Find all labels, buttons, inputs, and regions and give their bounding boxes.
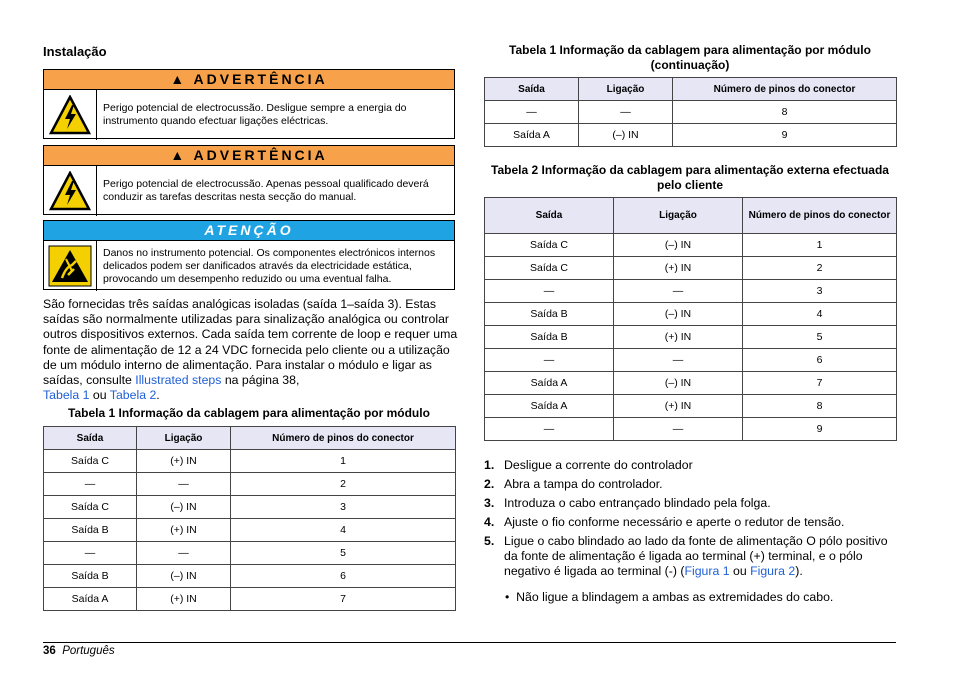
column-header: Saída: [485, 198, 614, 234]
caution-box: [43, 220, 455, 290]
footer-rule: [43, 642, 896, 643]
column-header: Saída: [485, 78, 579, 101]
table-row: Saída B (+) IN 4: [44, 519, 456, 542]
table1-caption: Tabela 1 Informação da cablagem para alimentação por módulo: [68, 406, 430, 420]
footer-language: Português: [62, 645, 115, 657]
table-row: Saída B (–) IN 4: [485, 303, 897, 326]
table-row: Saída C (–) IN 1: [485, 234, 897, 257]
table1-cont-caption: Tabela 1 Informação da cablagem para alimentação por módulo (continuação): [509, 43, 871, 72]
list-item: 4. Ajuste o fio conforme necessário e aperte o redutor de tensão.: [484, 515, 845, 529]
warning-box-2: [43, 145, 455, 215]
table-row: Saída B (–) IN 6: [44, 565, 456, 588]
table-row: — — 5: [44, 542, 456, 565]
warning-box-1: [43, 69, 455, 139]
caution-header: ATENÇÃO: [44, 221, 454, 241]
column-header: Ligação: [137, 427, 231, 450]
warning-header: ADVERTÊNCIA: [193, 71, 328, 87]
table-row: Saída C (+) IN 2: [485, 257, 897, 280]
list-item: 2. Abra a tampa do controlador.: [484, 477, 663, 491]
table-row: — — 3: [485, 280, 897, 303]
tabela-2-link[interactable]: Tabela 2: [109, 388, 157, 403]
list-item: 5. Ligue o cabo blindado ao lado da fonte de alimentação O pólo positivo da fonte de alimentação é ligada ao terminal (+) terminal, e o pólo negativo é ligada ao terminal (-) (Figura 1 ou Figura 2).: [484, 534, 888, 578]
warning-triangle-icon: ▲: [170, 71, 188, 87]
list-item: 1. Desligue a corrente do controlador: [484, 458, 693, 472]
steps-list: [484, 458, 898, 583]
illustrated-steps-link[interactable]: Illustrated steps: [135, 373, 222, 388]
tabela-1-link[interactable]: Tabela 1: [43, 388, 90, 403]
warning-text: Perigo potencial de electrocussão. Desligue sempre a energia do instrumento quando efectuar ligações eléctricas.: [103, 102, 407, 127]
electrical-hazard-icon: [44, 166, 97, 216]
page-footer: [43, 645, 115, 657]
column-header: Número de pinos do conector: [673, 78, 897, 101]
table-row: — — 9: [485, 418, 897, 441]
table-row: Saída C (–) IN 3: [44, 496, 456, 519]
column-header: Número de pinos do conector: [231, 427, 456, 450]
table1: [43, 426, 456, 611]
bullet-icon: •: [505, 590, 510, 604]
table-row: Saída A (–) IN 9: [485, 124, 897, 147]
column-header: Ligação: [579, 78, 673, 101]
column-header: Número de pinos do conector: [743, 198, 897, 234]
figura-1-link[interactable]: Figura 1: [684, 564, 730, 578]
column-header: Saída: [44, 427, 137, 450]
caution-text: Danos no instrumento potencial. Os componentes electrónicos internos delicados podem ser danificados através da electricidade estática, provocando um desempenho reduzido ou uma eventual falha.: [103, 246, 436, 285]
table-row: Saída A (+) IN 7: [44, 588, 456, 611]
warning-triangle-icon: ▲: [170, 147, 188, 163]
table1-continuation: [484, 77, 897, 147]
table-row: — — 8: [485, 101, 897, 124]
warning-header: ADVERTÊNCIA: [193, 147, 328, 163]
table-row: — — 6: [485, 349, 897, 372]
figura-2-link[interactable]: Figura 2: [750, 564, 796, 578]
table-row: Saída C (+) IN 1: [44, 450, 456, 473]
electrical-hazard-icon: [44, 90, 97, 140]
page-number: 36: [43, 645, 56, 657]
warning-text: Perigo potencial de electrocussão. Apenas pessoal qualificado deverá conduzir as tarefas descritas nesta secção do manual.: [103, 178, 429, 203]
table-row: Saída B (+) IN 5: [485, 326, 897, 349]
intro-paragraph: São fornecidas três saídas analógicas isoladas (saída 1–saída 3). Estas saídas são normalmente utilizadas para sinalização analógica ou controlar outros dispositivos externos. Cada saída tem corrente de loop e requer uma fonte de alimentação de 12 a 24 VDC fornecida pelo cliente ou a utilização de um módulo interno de alimentação. Para instalar o módulo e ligar as saídas, consulte Illustrated steps na página 38, Tabela 1 ou Tabela 2.: [43, 297, 458, 403]
table-row: Saída A (+) IN 8: [485, 395, 897, 418]
table-row: — — 2: [44, 473, 456, 496]
list-item: 3. Introduza o cabo entrançado blindado pela folga.: [484, 496, 771, 510]
esd-hazard-icon: [44, 241, 97, 291]
table2-caption: Tabela 2 Informação da cablagem para alimentação externa efectuada pelo cliente: [491, 163, 889, 192]
column-header: Ligação: [614, 198, 743, 234]
section-title: Instalação: [43, 44, 107, 59]
table-row: Saída A (–) IN 7: [485, 372, 897, 395]
table2: [484, 197, 897, 441]
bullet-item: • Não ligue a blindagem a ambas as extremidades do cabo.: [505, 590, 834, 604]
